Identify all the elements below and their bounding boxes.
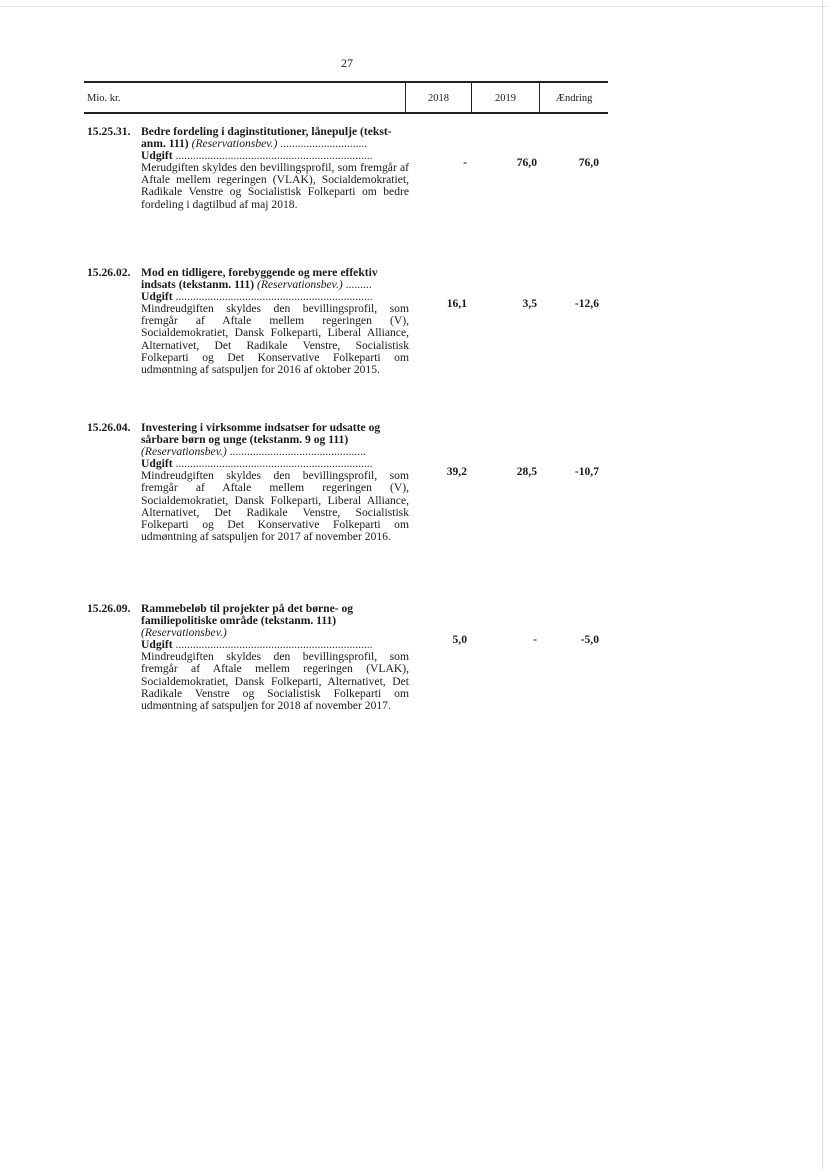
entry-description: Mindreudgiften skyldes den bevillingsprofil, som fremgår af Aftale mellem regeringen (VLAK), Socialdemokratiet, Dansk Folkeparti, Alternativet, Det Radikale Venstre og Socialistisk Folkeparti om udmøntning af satspuljen for 2018 af november 2017. bbox=[141, 650, 409, 712]
title-leader-dots: .............................. bbox=[280, 137, 368, 151]
scan-top-edge bbox=[0, 6, 828, 7]
account-number: 15.25.31. bbox=[87, 125, 131, 138]
value-change: -10,7 bbox=[574, 465, 599, 478]
account-number: 15.26.02. bbox=[87, 266, 131, 279]
column-change-header: Ændring bbox=[555, 93, 593, 104]
entry-title bbox=[141, 422, 409, 458]
value-change: -12,6 bbox=[574, 297, 599, 310]
reservation-label: (Reservationsbev.) bbox=[141, 626, 227, 640]
entry-description: Merudgiften skyldes den bevillingsprofil, som fremgår af Aftale mellem regeringen (VLAK), Socialdemokratiet, Radikale Venstre og Socialistisk Folkeparti om bedre fordeling i dagtilbud af maj 2018. bbox=[141, 161, 409, 211]
expense-label: Udgift bbox=[141, 291, 173, 304]
entry-title-text: Investering i virksomme indsatser for udsatte og sårbare børn og unge (tekstanm. 9 og 111) bbox=[141, 421, 381, 447]
value-change: -5,0 bbox=[580, 633, 599, 646]
value-2019: 28,5 bbox=[516, 465, 537, 478]
column-2019-header: 2019 bbox=[471, 83, 540, 112]
expense-leader-dots: .................................................................... bbox=[175, 150, 373, 163]
entry-description: Mindreudgiften skyldes den bevillingsprofil, som fremgår af Aftale mellem regeringen (V), Socialdemokratiet, Dansk Folkeparti, Liberal Alliance, Alternativet, Det Radikale Venstre, Socialistisk Folkeparti og Det Konservative Folkeparti om udmøntning af satspuljen for 2016 af oktober 2015. bbox=[141, 302, 409, 376]
expense-leader-dots: .................................................................... bbox=[175, 639, 373, 652]
title-leader-dots: ............................................... bbox=[229, 445, 366, 459]
expense-label: Udgift bbox=[141, 458, 173, 471]
column-2018-header: 2018 bbox=[405, 83, 471, 112]
expense-label: Udgift bbox=[141, 639, 173, 652]
value-2018: 16,1 bbox=[446, 297, 467, 310]
value-2019: 3,5 bbox=[522, 297, 537, 310]
entry-title-text: Bedre fordeling i daginstitutioner, lånepulje (tekst-anm. 111) bbox=[141, 125, 392, 151]
account-number: 15.26.04. bbox=[87, 421, 131, 434]
entry-title-text: Rammebeløb til projekter på det børne- og familiepolitiske område (tekstanm. 111) bbox=[141, 602, 354, 628]
entry-title bbox=[141, 267, 409, 291]
entry-title-text: Mod en tidligere, forebyggende og mere effektiv indsats (tekstanm. 111) bbox=[141, 266, 378, 292]
value-2019: 76,0 bbox=[516, 156, 537, 169]
entry-description: Mindreudgiften skyldes den bevillingsprofil, som fremgår af Aftale mellem regeringen (V), Socialdemokratiet, Dansk Folkeparti, Liberal Alliance, Alternativet, Det Radikale Venstre, Socialistisk Folkeparti og Det Konservative Folkeparti om udmøntning af satspuljen for 2017 af november 2016. bbox=[141, 469, 409, 543]
expense-label: Udgift bbox=[141, 150, 173, 163]
reservation-label: (Reservationsbev.) bbox=[256, 278, 343, 292]
value-2018: 5,0 bbox=[452, 633, 467, 646]
value-2019: - bbox=[533, 633, 537, 646]
page-number: 27 bbox=[341, 56, 353, 70]
value-change: 76,0 bbox=[578, 156, 599, 169]
value-2018: 39,2 bbox=[446, 465, 467, 478]
value-2018: - bbox=[463, 156, 467, 169]
expense-leader-dots: .................................................................... bbox=[175, 458, 373, 471]
account-number: 15.26.09. bbox=[87, 602, 131, 615]
scan-right-edge bbox=[822, 0, 823, 1169]
title-leader-dots: ......... bbox=[345, 278, 372, 292]
table-header bbox=[84, 81, 608, 114]
reservation-label: (Reservationsbev.) bbox=[191, 137, 278, 151]
entry-title bbox=[141, 603, 409, 639]
reservation-label: (Reservationsbev.) bbox=[141, 445, 227, 459]
unit-label: Mio. kr. bbox=[87, 93, 121, 104]
entry-title bbox=[141, 126, 409, 150]
expense-leader-dots: .................................................................... bbox=[175, 291, 373, 304]
